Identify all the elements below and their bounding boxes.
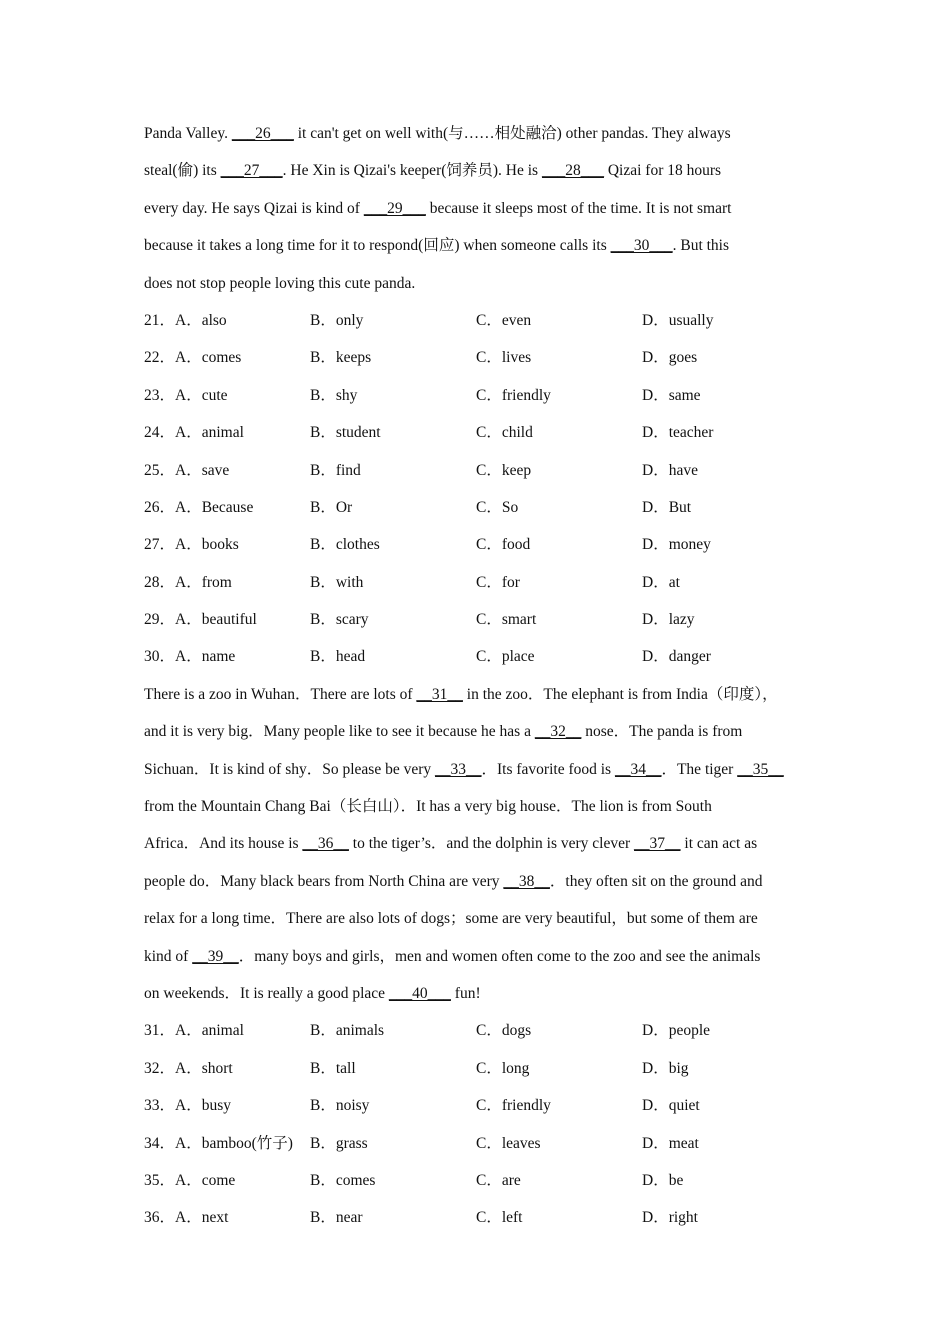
question-number: 23．: [144, 386, 176, 404]
option-b[interactable]: B．tall: [310, 1059, 356, 1077]
question-row: [144, 1199, 814, 1236]
option-d[interactable]: D．be: [642, 1171, 684, 1189]
question-number: 24．: [144, 424, 176, 442]
option-c[interactable]: C．leaves: [476, 1134, 541, 1152]
question-number: 31．: [144, 1022, 176, 1040]
passage-text: ．Its favorite food is: [481, 760, 615, 778]
option-a-cell: [144, 489, 310, 526]
passage-text: There is a zoo in Wuhan．There are lots of: [144, 685, 417, 703]
question-row: [144, 1050, 814, 1087]
option-c[interactable]: C．long: [476, 1059, 530, 1077]
passage-line: [144, 751, 814, 788]
passage-text: Africa．And its house is: [144, 835, 303, 853]
option-b[interactable]: B．comes: [310, 1171, 376, 1189]
passage-text: ．many boys and girls，men and women often come to the zoo and see the animals: [238, 947, 761, 965]
question-number: 22．: [144, 349, 176, 367]
passage-line: [144, 713, 814, 750]
passage-text: people do．Many black bears from North China are very: [144, 872, 504, 890]
question-row: [144, 638, 814, 675]
question-list-1: [144, 302, 814, 676]
answer-blank: ___26___: [231, 125, 294, 142]
option-a-cell: [144, 526, 310, 563]
passage-line: [144, 115, 814, 152]
document-page: [144, 115, 814, 1237]
option-a-cell: [144, 452, 310, 489]
answer-blank: __31__: [416, 685, 463, 703]
question-number: 36．: [144, 1209, 176, 1227]
answer-blank: ___40___: [388, 984, 451, 1002]
question-row: [144, 414, 814, 451]
option-b[interactable]: B．with: [310, 573, 364, 591]
passage-1: [144, 115, 814, 302]
passage-line: [144, 900, 814, 937]
answer-blank: ___28___: [541, 162, 604, 180]
question-number: 34．: [144, 1134, 176, 1152]
answer-blank: __36__: [302, 835, 349, 853]
option-c[interactable]: C．for: [476, 573, 520, 591]
passage-text: because it takes a long time for it to respond(回应) when someone calls its: [144, 237, 611, 255]
option-c[interactable]: C．are: [476, 1171, 521, 1189]
option-b[interactable]: B．shy: [310, 386, 358, 404]
option-a[interactable]: A．short: [175, 1059, 233, 1077]
passage-text: from the Mountain Chang Bai（长白山）．It has a very big house．The lion is from South: [144, 798, 712, 816]
passage-text: relax for a long time．There are also lots of dogs；some are very beautiful，but some of them are: [144, 910, 758, 928]
question-row: [144, 489, 814, 526]
option-d[interactable]: D．at: [642, 573, 680, 591]
option-c[interactable]: C．place: [476, 648, 535, 666]
question-row: [144, 601, 814, 638]
passage-text: it can act as: [680, 835, 758, 853]
answer-blank: __34__: [614, 760, 662, 778]
passage-line: [144, 265, 814, 302]
passage-2: [144, 676, 814, 1013]
passage-text: . He Xin is Qizai's keeper(饲养员). He is: [282, 162, 542, 180]
answer-blank: __38__: [503, 872, 550, 890]
passage-text: . But this: [672, 237, 730, 255]
question-row: [144, 339, 814, 376]
option-b[interactable]: B．animals: [310, 1022, 385, 1040]
answer-blank: ___27___: [220, 162, 283, 180]
option-c[interactable]: C．smart: [476, 611, 537, 629]
option-c[interactable]: C．friendly: [476, 1097, 551, 1115]
option-d[interactable]: D．meat: [642, 1134, 699, 1152]
option-d[interactable]: D．have: [642, 461, 698, 479]
option-a[interactable]: A．Because: [175, 498, 254, 516]
option-d[interactable]: D．people: [642, 1022, 711, 1040]
question-row: [144, 1125, 814, 1162]
passage-line: [144, 676, 814, 713]
option-a-cell: [144, 601, 310, 638]
passage-text: it can't get on well with(与……相处融洽) other pandas. They always: [293, 125, 731, 142]
option-a-cell: [144, 638, 310, 675]
passage-text: in the zoo．The elephant is from India（印度），: [462, 685, 778, 703]
question-number: 27．: [144, 536, 176, 554]
option-d[interactable]: D．money: [642, 536, 711, 554]
option-d[interactable]: D．right: [642, 1209, 698, 1227]
option-c[interactable]: C．lives: [476, 349, 532, 367]
question-row: [144, 1012, 814, 1049]
question-number: 28．: [144, 573, 176, 591]
question-list-2: [144, 1012, 814, 1236]
option-a-cell: [144, 1012, 310, 1049]
option-a[interactable]: A．come: [175, 1171, 236, 1189]
question-number: 29．: [144, 611, 176, 629]
passage-text: Sichuan．It is kind of shy．So please be very: [144, 760, 436, 778]
passage-line: [144, 975, 814, 1012]
option-a-cell: [144, 1050, 310, 1087]
passage-text: ．The tiger: [661, 760, 738, 778]
option-a[interactable]: A．from: [175, 573, 232, 591]
option-a[interactable]: A．name: [175, 648, 236, 666]
passage-text: Qizai for 18 hours: [603, 162, 722, 180]
passage-text: ．they often sit on the ground and: [549, 872, 763, 890]
option-b[interactable]: B．head: [310, 648, 366, 666]
passage-text: fun!: [450, 984, 481, 1002]
question-row: [144, 302, 814, 339]
passage-text: kind of: [144, 947, 193, 965]
question-row: [144, 1087, 814, 1124]
question-row: [144, 452, 814, 489]
option-d[interactable]: D．goes: [642, 349, 698, 367]
passage-text: does not stop people loving this cute panda.: [144, 274, 416, 292]
passage-text: and it is very big．Many people like to see it because he has a: [144, 723, 535, 741]
option-d[interactable]: D．danger: [642, 648, 711, 666]
option-a[interactable]: A．animal: [175, 424, 244, 442]
passage-text: on weekends．It is really a good place: [144, 984, 389, 1002]
passage-text: because it sleeps most of the time. It is not smart: [425, 199, 732, 217]
passage-text: steal(偷) its: [144, 162, 221, 180]
passage-line: [144, 863, 814, 900]
option-a[interactable]: A．books: [175, 536, 239, 554]
option-a[interactable]: A．save: [175, 461, 230, 479]
option-b[interactable]: B．find: [310, 461, 361, 479]
question-number: 26．: [144, 498, 176, 516]
option-a-cell: [144, 1199, 310, 1236]
passage-line: [144, 152, 814, 189]
option-d[interactable]: D．teacher: [642, 424, 714, 442]
passage-line: [144, 938, 814, 975]
answer-blank: ___30___: [610, 237, 673, 255]
option-a-cell: [144, 1087, 310, 1124]
passage-text: every day. He says Qizai is kind of: [144, 199, 364, 217]
option-c[interactable]: C．So: [476, 498, 519, 516]
option-d[interactable]: D．lazy: [642, 611, 695, 629]
option-c[interactable]: C．left: [476, 1209, 523, 1227]
option-a[interactable]: A．next: [175, 1209, 229, 1227]
passage-line: [144, 227, 814, 264]
option-b[interactable]: B．noisy: [310, 1097, 370, 1115]
option-a[interactable]: A．beautiful: [175, 611, 257, 629]
question-number: 35．: [144, 1171, 176, 1189]
option-d[interactable]: D．big: [642, 1059, 689, 1077]
option-a-cell: [144, 302, 310, 339]
answer-blank: __37__: [634, 835, 681, 853]
option-a-cell: [144, 377, 310, 414]
option-a[interactable]: A．bamboo(竹子): [175, 1134, 293, 1152]
passage-line: [144, 825, 814, 862]
option-d[interactable]: D．quiet: [642, 1097, 700, 1115]
answer-blank: __35__: [737, 760, 784, 778]
option-a-cell: [144, 1162, 310, 1199]
option-b[interactable]: B．student: [310, 424, 381, 442]
question-number: 30．: [144, 648, 176, 666]
answer-blank: ___29___: [363, 199, 426, 217]
option-d[interactable]: D．usually: [642, 311, 714, 329]
answer-blank: __39__: [192, 947, 239, 965]
question-row: [144, 1162, 814, 1199]
option-c[interactable]: C．keep: [476, 461, 532, 479]
question-row: [144, 377, 814, 414]
passage-text: Panda Valley.: [144, 125, 232, 142]
option-b[interactable]: B．near: [310, 1209, 363, 1227]
question-number: 21．: [144, 311, 176, 329]
option-a-cell: [144, 414, 310, 451]
answer-blank: __33__: [435, 760, 482, 778]
option-c[interactable]: C．child: [476, 424, 533, 442]
option-c[interactable]: C．dogs: [476, 1022, 532, 1040]
question-row: [144, 564, 814, 601]
option-a[interactable]: A．also: [175, 311, 227, 329]
passage-line: [144, 190, 814, 227]
question-row: [144, 526, 814, 563]
option-a-cell: [144, 1125, 310, 1162]
option-a[interactable]: A．animal: [175, 1022, 244, 1040]
question-number: 33．: [144, 1097, 176, 1115]
passage-text: to the tiger’s．and the dolphin is very clever: [348, 835, 635, 853]
question-number: 25．: [144, 461, 176, 479]
option-d[interactable]: D．same: [642, 386, 701, 404]
option-a[interactable]: A．busy: [175, 1097, 231, 1115]
option-c[interactable]: C．friendly: [476, 386, 551, 404]
option-d[interactable]: D．But: [642, 498, 692, 516]
option-a[interactable]: A．cute: [175, 386, 228, 404]
option-b[interactable]: B．keeps: [310, 349, 372, 367]
option-a[interactable]: A．comes: [175, 349, 242, 367]
option-b[interactable]: B．grass: [310, 1134, 368, 1152]
answer-blank: __32__: [534, 723, 582, 741]
passage-text: nose．The panda is from: [581, 723, 743, 741]
option-b[interactable]: B．scary: [310, 611, 369, 629]
option-b[interactable]: B．only: [310, 311, 364, 329]
question-number: 32．: [144, 1059, 176, 1077]
option-b[interactable]: B．clothes: [310, 536, 380, 554]
option-a-cell: [144, 339, 310, 376]
option-a-cell: [144, 564, 310, 601]
option-c[interactable]: C．even: [476, 311, 532, 329]
option-c[interactable]: C．food: [476, 536, 531, 554]
passage-line: [144, 788, 814, 825]
option-b[interactable]: B．Or: [310, 498, 353, 516]
